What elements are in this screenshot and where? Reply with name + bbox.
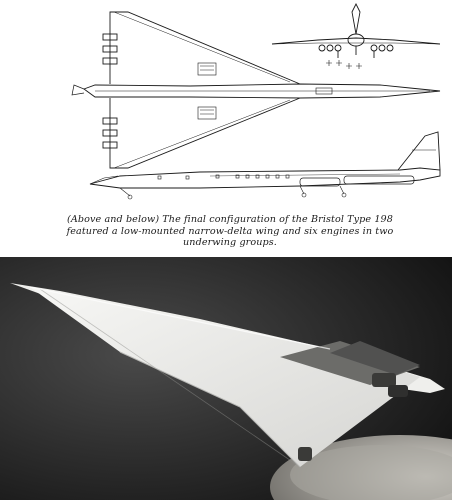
caption-line: underwing groups. [183,237,277,248]
model-photo-svg [0,257,452,500]
front-view [272,4,440,58]
caption-line: featured a low-mounted narrow-delta wing and six engines in two [66,225,394,237]
model-photograph [0,257,452,500]
three-view-drawing [0,0,452,215]
gear-symbols [326,60,362,69]
figure-caption [50,214,410,249]
three-view-svg [0,0,452,215]
side-view [90,132,440,199]
plan-view [72,12,440,168]
caption-line: (Above and below) The final configuration of the Bristol Type 198 [67,214,393,225]
